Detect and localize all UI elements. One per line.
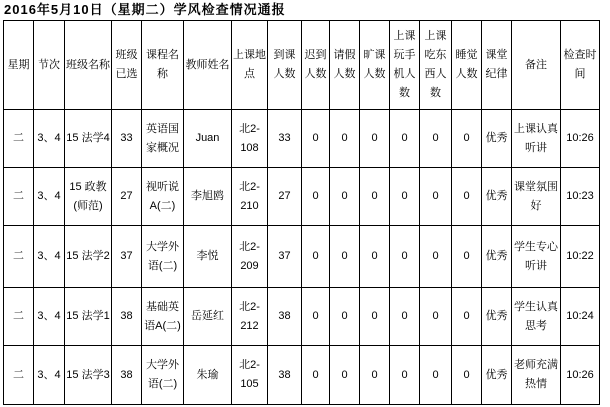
cell-eating: 0: [420, 288, 452, 346]
cell-course_name: 大学外语(二): [142, 346, 184, 405]
cell-class_name: 15 法学3: [65, 346, 112, 405]
cell-discipline: 优秀: [482, 346, 512, 405]
cell-phone: 0: [390, 346, 420, 405]
column-header-course_name: 课程名称: [142, 21, 184, 110]
cell-absent: 0: [360, 110, 390, 168]
cell-teacher_name: 朱瑜: [184, 346, 232, 405]
column-header-late: 迟到人数: [302, 21, 330, 110]
cell-attended: 38: [268, 288, 302, 346]
column-header-remark: 备注: [512, 21, 561, 110]
cell-late: 0: [302, 168, 330, 226]
cell-class_name: 15 法学4: [65, 110, 112, 168]
column-header-sleeping: 睡觉人数: [452, 21, 482, 110]
cell-weekday: 二: [4, 110, 34, 168]
cell-sleeping: 0: [452, 346, 482, 405]
cell-check_time: 10:23: [561, 168, 600, 226]
cell-location: 北2-108: [232, 110, 268, 168]
cell-teacher_name: 李旭鸥: [184, 168, 232, 226]
cell-location: 北2-105: [232, 346, 268, 405]
cell-class_name: 15 政教(师范): [65, 168, 112, 226]
cell-attended: 27: [268, 168, 302, 226]
column-header-discipline: 课堂纪律: [482, 21, 512, 110]
cell-absent: 0: [360, 288, 390, 346]
cell-attended: 33: [268, 110, 302, 168]
cell-attended: 38: [268, 346, 302, 405]
cell-sleeping: 0: [452, 168, 482, 226]
cell-discipline: 优秀: [482, 168, 512, 226]
cell-remark: 课堂氛围好: [512, 168, 561, 226]
cell-phone: 0: [390, 288, 420, 346]
cell-sleeping: 0: [452, 288, 482, 346]
cell-period: 3、4: [34, 226, 65, 288]
cell-class_selected: 33: [112, 110, 142, 168]
cell-discipline: 优秀: [482, 110, 512, 168]
cell-discipline: 优秀: [482, 288, 512, 346]
column-header-teacher_name: 教师姓名: [184, 21, 232, 110]
cell-absent: 0: [360, 226, 390, 288]
table-row: [4, 226, 600, 288]
column-header-weekday: 星期: [4, 21, 34, 110]
cell-check_time: 10:22: [561, 226, 600, 288]
cell-leave: 0: [330, 110, 360, 168]
cell-class_selected: 38: [112, 346, 142, 405]
cell-period: 3、4: [34, 168, 65, 226]
cell-period: 3、4: [34, 110, 65, 168]
cell-attended: 37: [268, 226, 302, 288]
cell-sleeping: 0: [452, 110, 482, 168]
cell-teacher_name: 岳延红: [184, 288, 232, 346]
cell-weekday: 二: [4, 288, 34, 346]
cell-period: 3、4: [34, 288, 65, 346]
cell-class_name: 15 法学2: [65, 226, 112, 288]
cell-late: 0: [302, 226, 330, 288]
cell-remark: 老师充满热情: [512, 346, 561, 405]
cell-course_name: 基础英语A(二): [142, 288, 184, 346]
cell-check_time: 10:26: [561, 346, 600, 405]
cell-teacher_name: Juan: [184, 110, 232, 168]
page-title: 2016年5月10日（星期二）学风检查情况通报: [4, 2, 286, 17]
table-row: [4, 346, 600, 405]
cell-late: 0: [302, 346, 330, 405]
table-body: [4, 110, 600, 405]
cell-check_time: 10:26: [561, 110, 600, 168]
cell-class_selected: 27: [112, 168, 142, 226]
cell-late: 0: [302, 110, 330, 168]
cell-location: 北2-209: [232, 226, 268, 288]
cell-eating: 0: [420, 226, 452, 288]
column-header-eating: 上课吃东西人数: [420, 21, 452, 110]
cell-absent: 0: [360, 168, 390, 226]
cell-discipline: 优秀: [482, 226, 512, 288]
table-row: [4, 110, 600, 168]
cell-leave: 0: [330, 288, 360, 346]
cell-phone: 0: [390, 168, 420, 226]
column-header-check_time: 检查时间: [561, 21, 600, 110]
cell-absent: 0: [360, 346, 390, 405]
column-header-phone: 上课玩手机人数: [390, 21, 420, 110]
cell-location: 北2-210: [232, 168, 268, 226]
cell-location: 北2-212: [232, 288, 268, 346]
cell-period: 3、4: [34, 346, 65, 405]
cell-remark: 学生认真思考: [512, 288, 561, 346]
cell-leave: 0: [330, 168, 360, 226]
cell-weekday: 二: [4, 346, 34, 405]
column-header-class_selected: 班级已选: [112, 21, 142, 110]
column-header-class_name: 班级名称: [65, 21, 112, 110]
column-header-attended: 到课人数: [268, 21, 302, 110]
cell-eating: 0: [420, 168, 452, 226]
cell-eating: 0: [420, 110, 452, 168]
column-header-location: 上课地点: [232, 21, 268, 110]
column-header-absent: 旷课人数: [360, 21, 390, 110]
cell-weekday: 二: [4, 226, 34, 288]
cell-class_selected: 37: [112, 226, 142, 288]
cell-course_name: 视听说A(二): [142, 168, 184, 226]
cell-class_selected: 38: [112, 288, 142, 346]
column-header-period: 节次: [34, 21, 65, 110]
cell-sleeping: 0: [452, 226, 482, 288]
cell-course_name: 大学外语(二): [142, 226, 184, 288]
cell-course_name: 英语国家概况: [142, 110, 184, 168]
cell-weekday: 二: [4, 168, 34, 226]
cell-late: 0: [302, 288, 330, 346]
cell-teacher_name: 李悦: [184, 226, 232, 288]
cell-phone: 0: [390, 226, 420, 288]
cell-phone: 0: [390, 110, 420, 168]
table-row: [4, 288, 600, 346]
column-header-leave: 请假人数: [330, 21, 360, 110]
cell-remark: 上课认真听讲: [512, 110, 561, 168]
cell-leave: 0: [330, 226, 360, 288]
inspection-table: [3, 20, 600, 405]
table-header-row: [4, 21, 600, 110]
cell-leave: 0: [330, 346, 360, 405]
cell-check_time: 10:24: [561, 288, 600, 346]
table-row: [4, 168, 600, 226]
cell-class_name: 15 法学1: [65, 288, 112, 346]
cell-remark: 学生专心听讲: [512, 226, 561, 288]
cell-eating: 0: [420, 346, 452, 405]
